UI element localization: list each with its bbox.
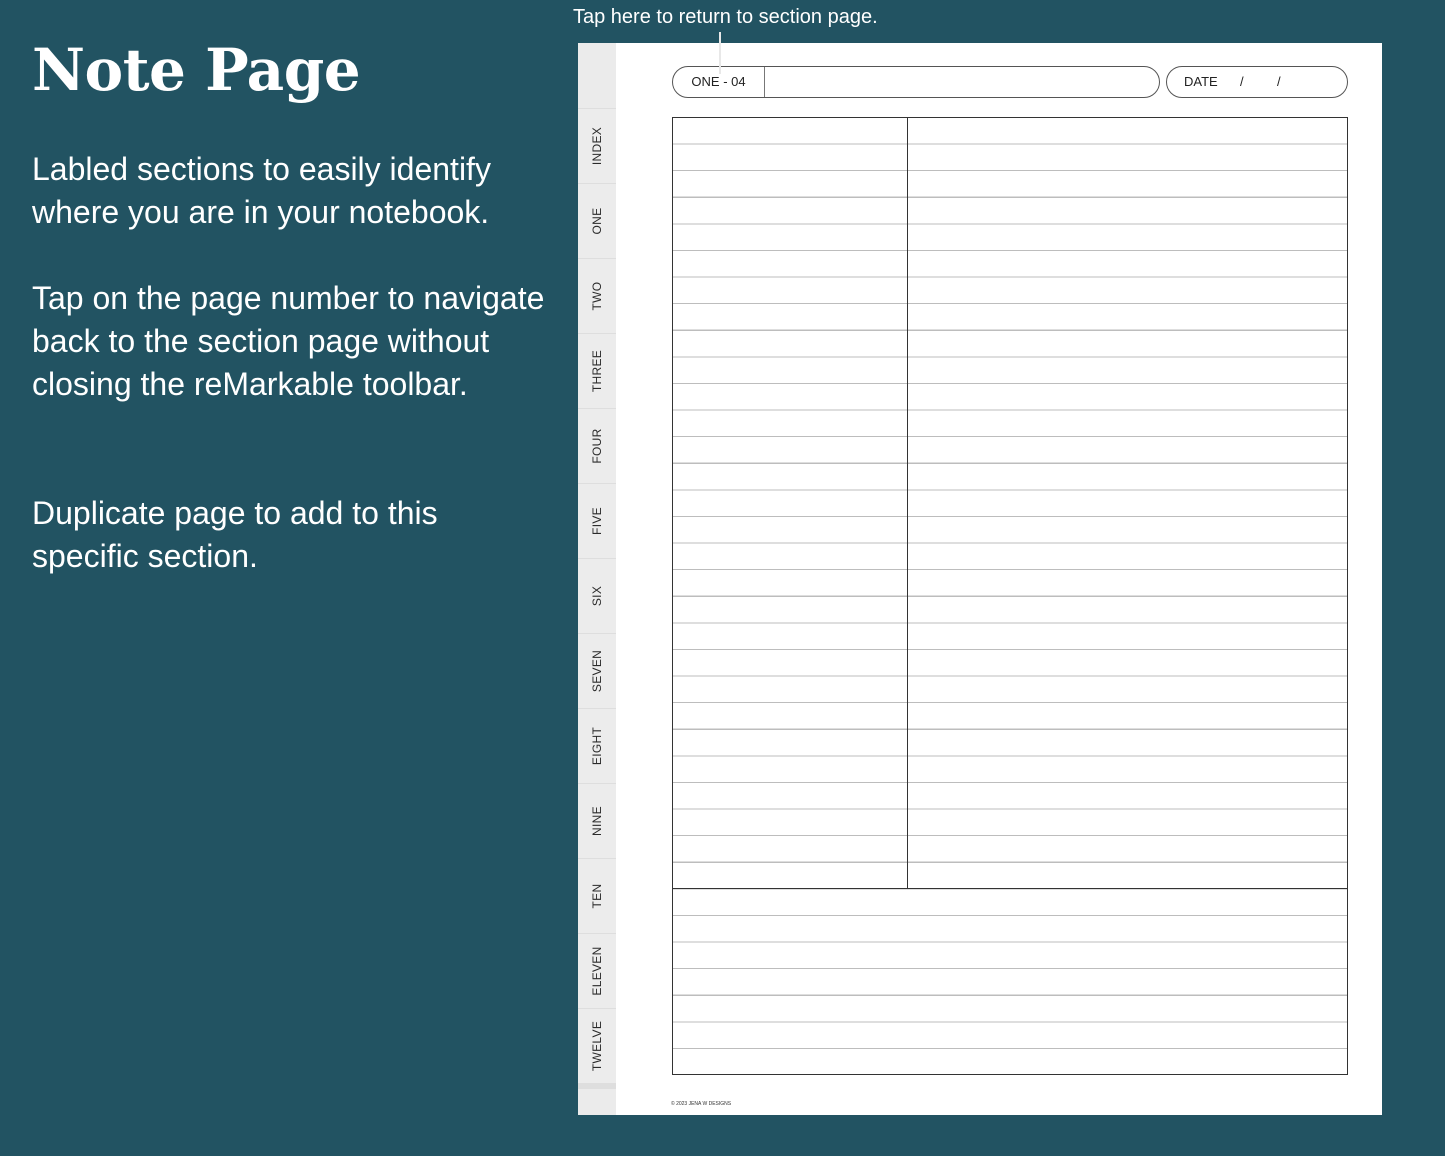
tab-five[interactable] [578, 484, 616, 558]
tab-label: THREE [590, 349, 604, 393]
tab-label: FIVE [590, 507, 604, 535]
tab-strip-top-cap [578, 43, 616, 108]
tab-label: SIX [590, 585, 604, 607]
description-page-number: Tap on the page number to navigate back to the section page without closing the reMarkable toolbar. [32, 280, 545, 402]
tab-label: TEN [590, 883, 604, 909]
tab-six[interactable] [578, 559, 616, 633]
tab-three[interactable] [578, 334, 616, 408]
description-duplicate: Duplicate page to add to this specific section. [32, 495, 438, 574]
tab-one[interactable] [578, 184, 616, 258]
cornell-notes-grid [672, 117, 1348, 1075]
tab-eleven[interactable] [578, 934, 616, 1008]
notes-column[interactable] [908, 118, 1347, 888]
callout-text: Tap here to return to section page. [573, 6, 878, 28]
tab-ten[interactable] [578, 859, 616, 933]
tab-seven[interactable] [578, 634, 616, 708]
tab-label: EIGHT [590, 726, 604, 766]
date-separator: / [1277, 74, 1281, 89]
tab-label: SEVEN [590, 649, 604, 693]
date-field[interactable] [1166, 66, 1348, 98]
tab-label: NINE [590, 806, 604, 836]
tab-nine[interactable] [578, 784, 616, 858]
tab-label: ONE [590, 207, 604, 235]
tab-label: TWELVE [590, 1020, 604, 1072]
notebook-page [578, 43, 1382, 1115]
tab-label: FOUR [590, 428, 604, 464]
page-title: Note Page [32, 36, 361, 104]
callout-pointer-line [719, 32, 721, 74]
copyright-text: © 2023 JENA W DESIGNS [671, 1101, 732, 1107]
title-field[interactable] [672, 66, 1160, 98]
tab-four[interactable] [578, 409, 616, 483]
summary-divider [673, 888, 1347, 889]
cue-column-divider [907, 118, 908, 888]
section-tab-strip [578, 43, 616, 1115]
date-separator: / [1240, 74, 1244, 89]
summary-area[interactable] [673, 889, 1347, 1074]
tab-eight[interactable] [578, 709, 616, 783]
cue-column[interactable] [673, 118, 907, 888]
tab-label: TWO [590, 281, 604, 311]
date-label: DATE [1184, 74, 1218, 89]
description-sections: Labled sections to easily identify where you are in your notebook. [32, 151, 491, 230]
tab-twelve[interactable] [578, 1009, 616, 1083]
page-number-button[interactable]: ONE - 04 [673, 67, 765, 97]
tab-label: ELEVEN [590, 946, 604, 996]
tab-index[interactable] [578, 109, 616, 183]
tab-label: INDEX [590, 126, 604, 166]
tab-two[interactable] [578, 259, 616, 333]
tab-strip-bottom-cap [578, 1089, 616, 1115]
